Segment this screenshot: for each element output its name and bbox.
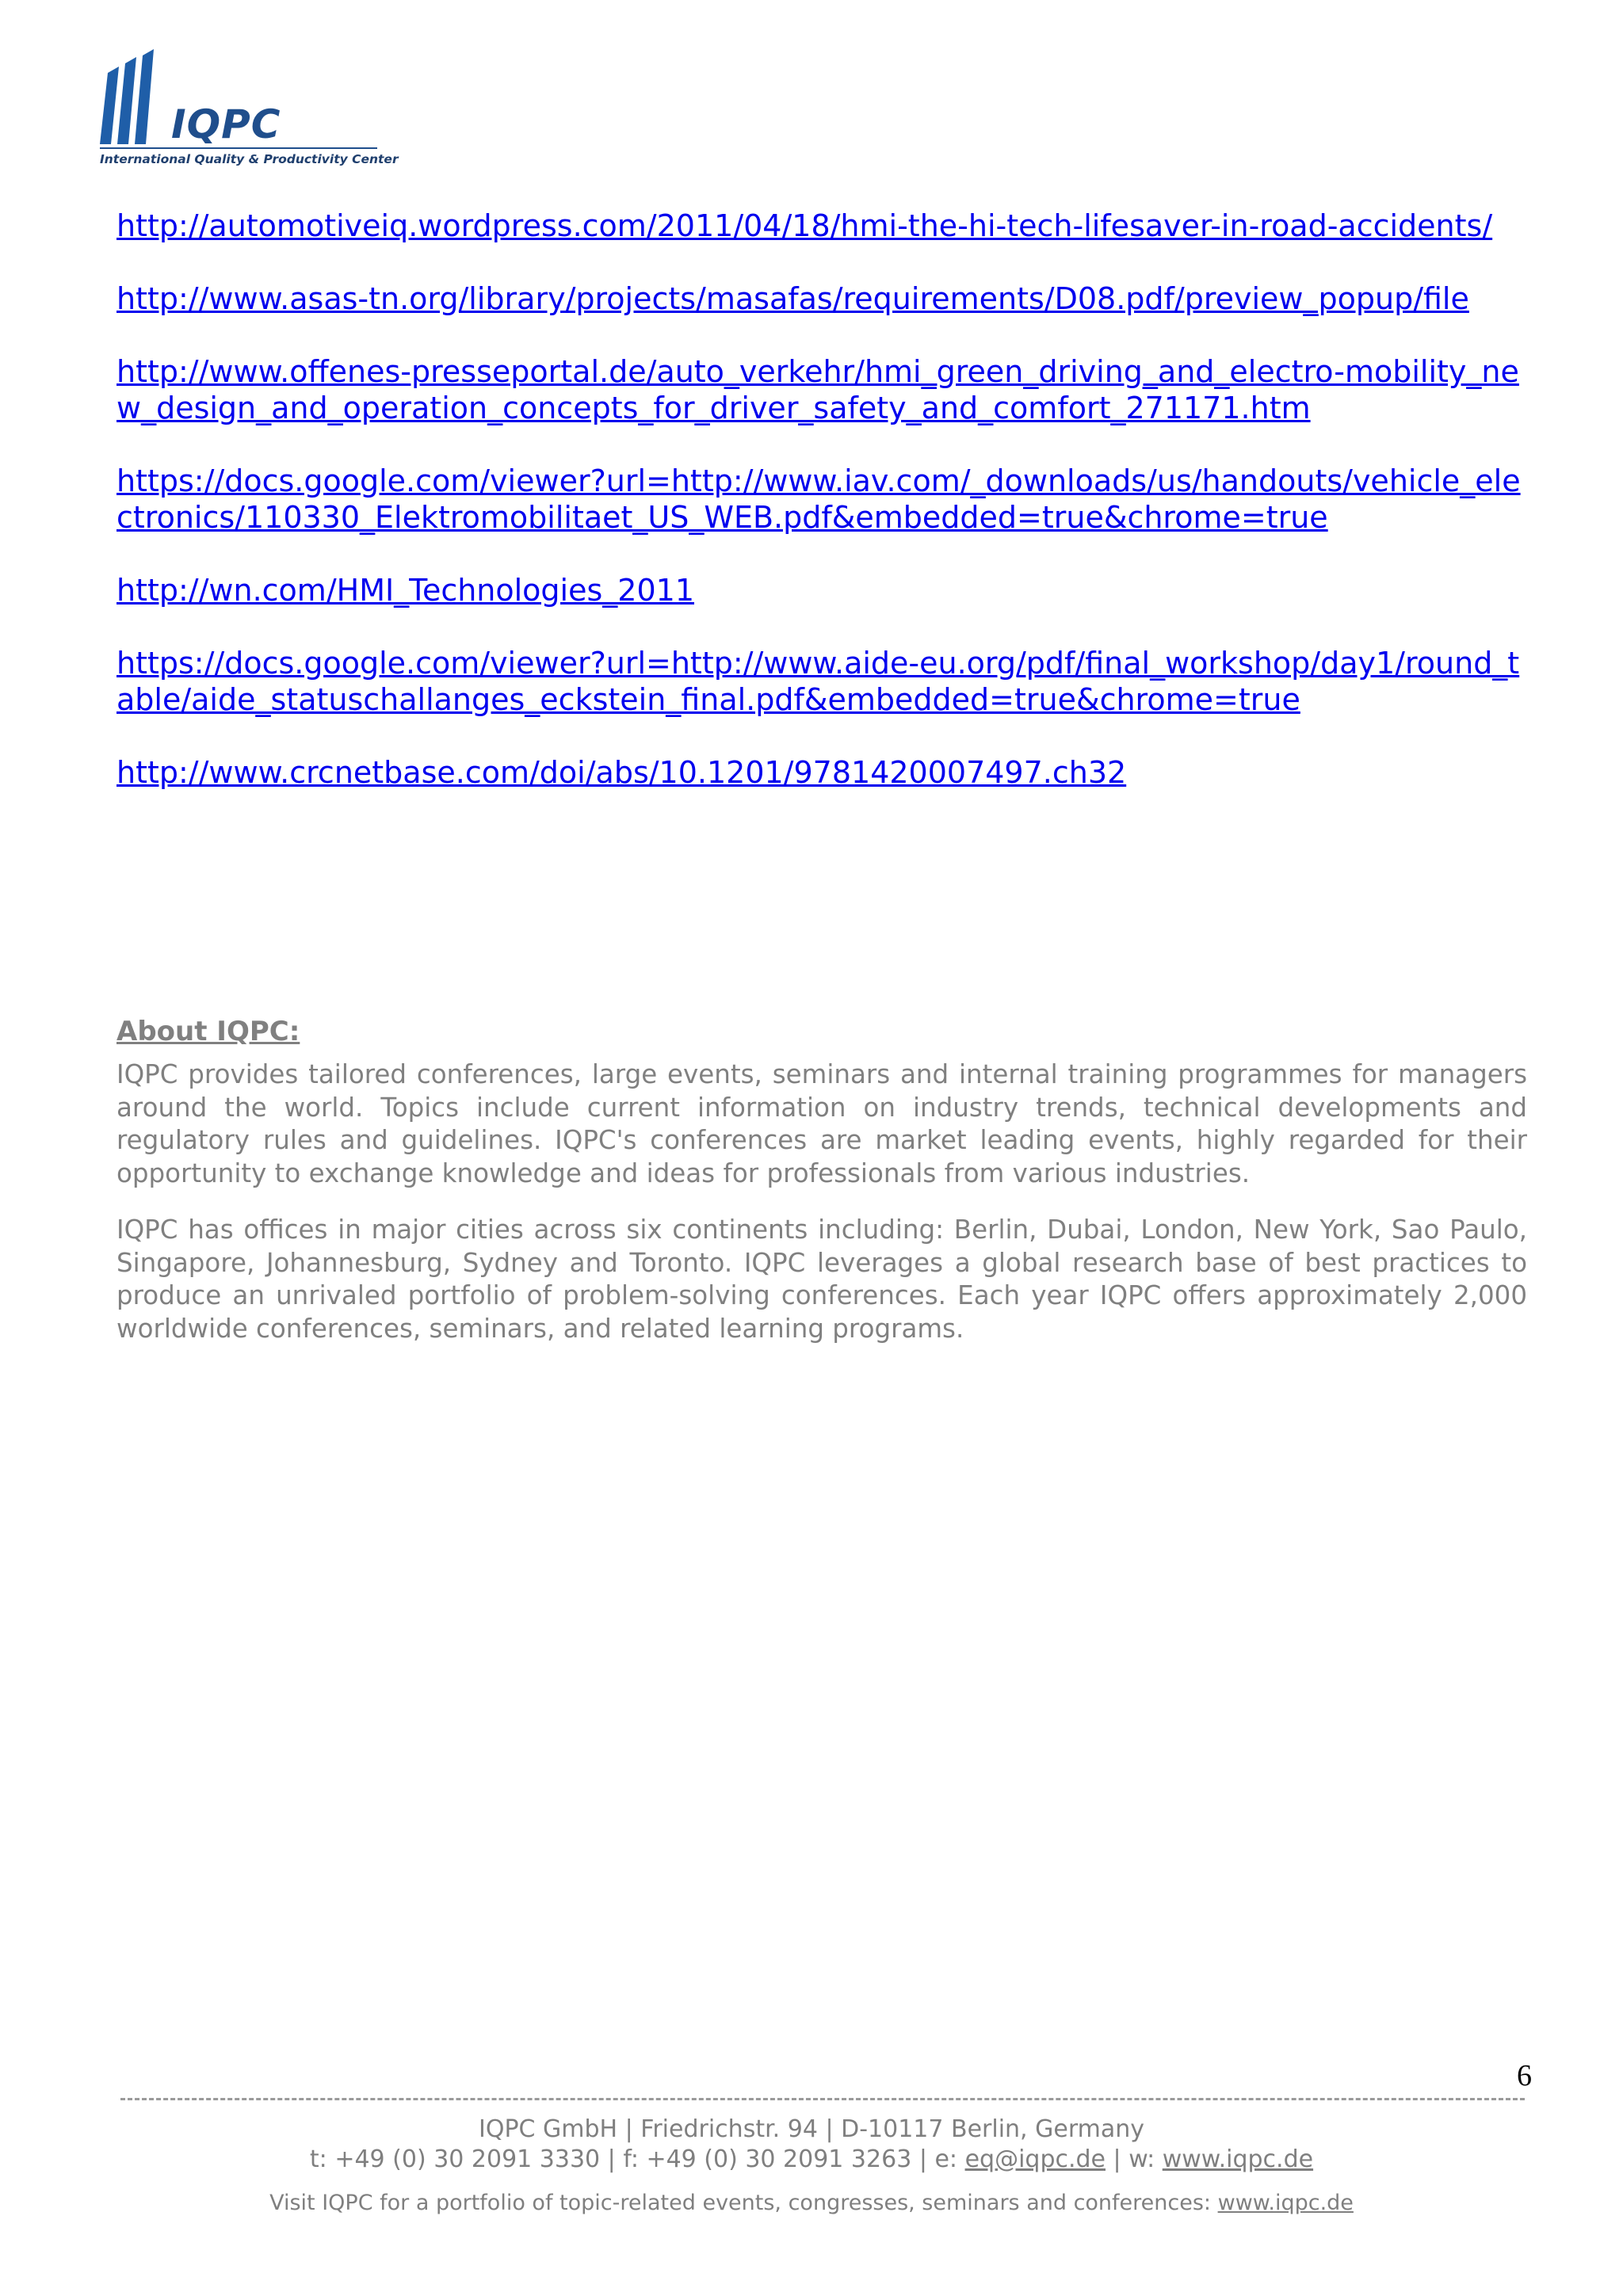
iqpc-stripes-icon — [100, 49, 171, 146]
footer-divider — [120, 2098, 1525, 2100]
footer-address: IQPC GmbH | Friedrichstr. 94 | D-10117 Berlin, Germany — [478, 2115, 1144, 2143]
footer-contact-mid: | w: — [1106, 2145, 1163, 2173]
logo-tagline: International Quality & Productivity Center — [100, 152, 399, 166]
page-number: 6 — [1517, 2059, 1532, 2092]
link-item — [116, 754, 1527, 791]
reference-link[interactable]: http://wn.com/HMI_Technologies_2011 — [116, 573, 694, 608]
about-section — [116, 1014, 1527, 1369]
link-item — [116, 645, 1527, 718]
about-paragraph-2: IQPC has offices in major cities across six continents including: Berlin, Dubai, London, New York, Sao Paulo, Singapore, Johannesburg, Sydney and Toronto. IQPC leverages a global research base of best practices to produce an unrivaled portfolio of problem-solving conferences. Each year IQPC offers approximately 2,000 worldwide conferences, seminars, and related learning programs. — [116, 1215, 1527, 1344]
logo-brand: IQPC — [171, 101, 281, 147]
reference-link[interactable]: https://docs.google.com/viewer?url=http://www.aide-eu.org/pdf/final_workshop/day1/round_table/aide_statuschallanges_eckstein_final.pdf&embedded=true&chrome=true — [116, 646, 1520, 717]
footer-visit-link[interactable]: www.iqpc.de — [1217, 2191, 1354, 2215]
reference-link[interactable]: http://automotiveiq.wordpress.com/2011/04/18/hmi-the-hi-tech-lifesaver-in-road-accidents/ — [116, 208, 1493, 243]
footer-visit-text: Visit IQPC for a portfolio of topic-related events, congresses, seminars and conferences: — [269, 2191, 1218, 2215]
iqpc-logo — [100, 49, 399, 176]
reference-link[interactable]: http://www.offenes-presseportal.de/auto_verkehr/hmi_green_driving_and_electro-mobility_new_design_and_operation_concepts_for_driver_safety_and_comfort_271171.htm — [116, 354, 1519, 425]
link-item — [116, 572, 1527, 608]
footer-contact — [0, 2145, 1623, 2173]
link-item — [116, 208, 1527, 244]
reference-link[interactable]: http://www.crcnetbase.com/doi/abs/10.1201/9781420007497.ch32 — [116, 755, 1127, 790]
footer-website-link[interactable]: www.iqpc.de — [1162, 2145, 1314, 2173]
about-heading: About IQPC: — [116, 1016, 300, 1047]
footer-visit — [0, 2191, 1623, 2215]
reference-link[interactable]: http://www.asas-tn.org/library/projects/masafas/requirements/D08.pdf/preview_popup/file — [116, 281, 1469, 316]
link-item — [116, 280, 1527, 317]
link-item — [116, 353, 1527, 426]
about-paragraph-1: IQPC provides tailored conferences, large events, seminars and internal training programmes for managers around the world. Topics include current information on industry trends, technical developments and regulatory rules and guidelines. IQPC's conferences are market leading events, highly regarded for their opportunity to exchange knowledge and ideas for professionals from various industries. — [116, 1059, 1527, 1188]
footer-email-link[interactable]: eq@iqpc.de — [964, 2145, 1106, 2173]
link-item — [116, 463, 1527, 536]
logo-rule — [100, 147, 377, 149]
reference-links — [116, 208, 1527, 827]
reference-link[interactable]: https://docs.google.com/viewer?url=http://www.iav.com/_downloads/us/handouts/vehicle_electronics/110330_Elektromobilitaet_US_WEB.pdf&embedded=true&chrome=true — [116, 463, 1521, 535]
footer-contact-prefix: t: +49 (0) 30 2091 3330 | f: +49 (0) 30 2091 3263 | e: — [309, 2145, 965, 2173]
